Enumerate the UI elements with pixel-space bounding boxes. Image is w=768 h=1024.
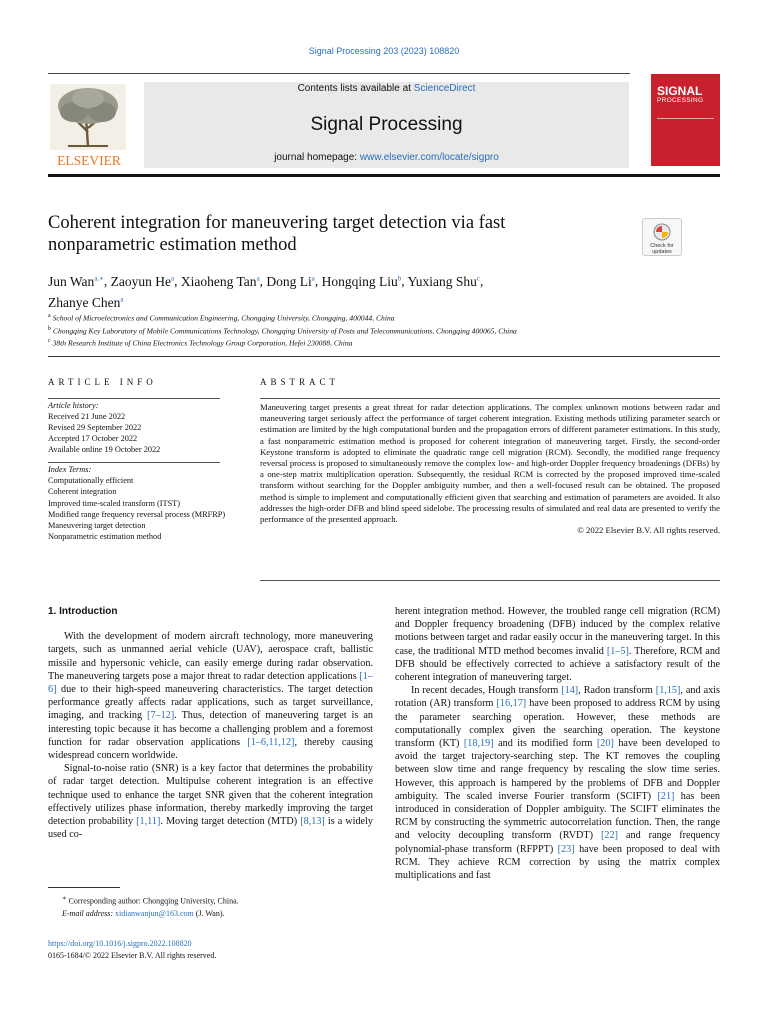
citation-link[interactable]: [1–6,11,12] bbox=[247, 736, 295, 748]
author[interactable]: Jun Wan$^{a,∗}$ bbox=[48, 273, 104, 289]
citation-link[interactable]: [8,13] bbox=[300, 816, 325, 828]
footnote-email-line: E-mail address: xidianwanjun@163.com (J. Wan). bbox=[62, 908, 225, 918]
header-rule bbox=[48, 73, 630, 74]
abstract-body bbox=[260, 402, 720, 536]
contents-line: Contents lists available at ScienceDirect bbox=[297, 83, 476, 94]
citation-link[interactable]: [23] bbox=[557, 843, 575, 855]
abstract-text: Maneuvering target presents a great threat for radar detection applications. The complex unknown motions between radar and maneuvering target seriously affect the performance of target coherent integration. Existing methods utilizing parameter search or estimation are limited by the high computational burden and the propagation errors of different parameter estimations. In this study, a fast nonparametric estimation method is proposed for coherent integration of maneuvering target. Firstly, the second-order Keystone transform is adopted to eliminate the quadratic range cell migration (RCM). Secondly, the modified range frequency reversal process is proposed to simultaneously remove the complex low- and high-order Doppler frequency broadenings (DFBs) by a one-step matrix multiplication operation. Subsequently, the residual RCM is corrected by the proposed improved time-scaled transform without searching for the Doppler ambiguity number, and then a well-focused result can be obtained. The proposed method is simple to implement and computationally efficient given that searching and estimation of parameters are avoided. It also addresses the high-order DFB and blind speed sidelobe. The processing results of simulated and real data are presented to verify the performance of the presented approach. bbox=[260, 402, 720, 525]
abstract-rule bbox=[260, 398, 720, 399]
keyword: Coherent integration bbox=[48, 487, 117, 497]
journal-citation[interactable]: Signal Processing 203 (2023) 108820 bbox=[308, 46, 460, 56]
paragraph: herent integration method. However, the troubled range cell migration (RCM) and Doppler frequency broadening (DFB) induced by the complex relative motions between target and radar easily occur in the maneuvering target. In this case, the traditional MTD method becomes invalid [1–5]. Therefore, RCM and DFB should be effectively corrected to achieve a satisfactory result of the coherent integration of maneuvering target. bbox=[395, 606, 721, 684]
history-entry: Accepted 17 October 2022 bbox=[48, 434, 138, 443]
header-thick-rule bbox=[48, 174, 720, 177]
keyword: Maneuvering target detection bbox=[48, 521, 146, 531]
keyword: Computationally efficient bbox=[48, 476, 134, 486]
article-info-heading: ARTICLE INFO bbox=[48, 377, 157, 387]
corresponding-author-footnote bbox=[48, 893, 373, 920]
badge-label-2: updates bbox=[652, 249, 672, 255]
section-heading: 1. Introduction bbox=[48, 606, 118, 617]
affiliation: $^a$ School of Microelectronics and Communication Engineering, Chongqing University, Chongqing, 400044, China bbox=[48, 313, 395, 323]
check-for-updates-badge[interactable] bbox=[642, 218, 682, 256]
footnote-rule bbox=[48, 887, 120, 888]
keyword: Improved time-scaled transform (ITST) bbox=[48, 498, 181, 508]
body-column-right bbox=[395, 605, 720, 882]
citation-link[interactable]: [16,17] bbox=[496, 698, 527, 710]
affiliation: $^b$ Chongqing Key Laboratory of Mobile Communications Technology, Chongqing University of Posts and Telecommunications, Chongqing 400065, China bbox=[48, 325, 517, 336]
citation-link[interactable]: [14] bbox=[561, 685, 579, 697]
doi-block bbox=[48, 938, 216, 962]
author[interactable]: Hongqing Liu$^b$ bbox=[321, 273, 402, 289]
keyword: Nonparametric estimation method bbox=[48, 532, 162, 542]
paragraph: Signal-to-noise ratio (SNR) is a key factor that determines the probability of radar target detection. Multipulse coherent integration is an effective technique used to enhance the target SNR given that the coherent integration effectively utilizes phase information, thereby markedly improving the target detection probability [1,11]. Moving target detection (MTD) [8,13] is a widely used co- bbox=[48, 763, 374, 841]
paragraph: With the development of modern aircraft technology, more maneuvering targets, such as unmanned aerial vehicle (UAV), aerospace craft, ballistic missile and hypersonic vehicle, can easily emerge during radar observation. The maneuvering targets pose a major threat to radar detection applications [1–6] due to their high-speed maneuvering characteristics. The target detection performance greatly affects radar applications, such as target surveillance, imaging, and tracking [7–12]. Thus, detection of maneuvering target is an interesting topic because it has become a challenging problem and a foremost function for radar observation applications [1–6,11,12], thereby causing widespread concern worldwide. bbox=[48, 631, 373, 762]
citation-link[interactable]: [1,15] bbox=[655, 685, 681, 697]
doi-link[interactable]: https://doi.org/10.1016/j.sigpro.2022.108820 bbox=[48, 939, 192, 948]
history-entry: Received 21 June 2022 bbox=[48, 412, 126, 421]
citation-link[interactable]: [20] bbox=[596, 738, 614, 750]
author[interactable]: Zhanye Chen$^a$ bbox=[48, 295, 124, 310]
history-entry: Revised 29 September 2022 bbox=[48, 423, 142, 432]
info-rule bbox=[48, 462, 220, 463]
footnote-line: ∗ Corresponding author: Chongqing University, China. bbox=[62, 895, 239, 906]
journal-name: Signal Processing bbox=[310, 114, 463, 135]
cover-title: SIGNAL bbox=[657, 84, 703, 98]
sciencedirect-link[interactable]: ScienceDirect bbox=[413, 83, 476, 94]
issn-line: 0165-1684/© 2022 Elsevier B.V. All rights reserved. bbox=[48, 951, 217, 960]
citation-link[interactable]: [18,19] bbox=[463, 738, 494, 750]
citation-link[interactable]: [1,11] bbox=[136, 816, 161, 828]
journal-homepage-link[interactable]: www.elsevier.com/locate/sigpro bbox=[359, 152, 499, 163]
info-rule bbox=[48, 398, 220, 399]
citation-link[interactable]: [7–12] bbox=[147, 710, 175, 722]
history-label: Article history: bbox=[48, 401, 99, 410]
elsevier-logo[interactable] bbox=[48, 82, 130, 168]
citation-link[interactable]: [21] bbox=[657, 790, 675, 802]
check-updates-icon bbox=[643, 219, 681, 255]
homepage-line: journal homepage: www.elsevier.com/locate/sigpro bbox=[274, 152, 499, 163]
citation-link[interactable]: [1–5] bbox=[606, 645, 629, 657]
affiliations bbox=[48, 311, 688, 349]
author[interactable]: Zaoyun He$^a$ bbox=[110, 273, 175, 289]
citation-link[interactable]: [1–6] bbox=[48, 670, 373, 696]
abstract-rule bbox=[260, 580, 720, 581]
keywords-label: Index Terms: bbox=[48, 465, 92, 474]
journal-cover-thumbnail[interactable] bbox=[651, 74, 720, 166]
history-entry: Available online 19 October 2022 bbox=[48, 445, 161, 454]
badge-label-1: Check for bbox=[650, 243, 674, 249]
elsevier-tree-icon bbox=[48, 82, 130, 168]
citation-link[interactable]: [22] bbox=[601, 830, 618, 842]
author-list: Jun Wan$^{a,∗}$, Zaoyun He$^a$, Xiaoheng Tan$^a$, Dong Li$^a$, Hongqing Liu$^b$, Yuxiang Shu$^c$, Zhanye Chen$^a$ bbox=[48, 273, 484, 310]
publisher-name: ELSEVIER bbox=[57, 153, 121, 168]
abstract-heading: ABSTRACT bbox=[260, 377, 340, 387]
author[interactable]: Yuxiang Shu$^c$ bbox=[407, 273, 481, 289]
keywords bbox=[48, 464, 228, 542]
abstract-copyright: © 2022 Elsevier B.V. All rights reserved. bbox=[577, 525, 720, 536]
cover-subtitle: PROCESSING bbox=[657, 97, 704, 104]
cover-divider bbox=[657, 118, 714, 119]
author[interactable]: Xiaoheng Tan$^a$ bbox=[180, 273, 260, 289]
affiliation: $^c$ 38th Research Institute of China Electronics Technology Group Corporation, Hefei 230088, China bbox=[48, 338, 353, 348]
author[interactable]: Dong Li$^a$ bbox=[266, 273, 315, 289]
title-block-rule bbox=[48, 356, 720, 357]
body-column-left bbox=[48, 605, 373, 841]
journal-banner bbox=[144, 82, 629, 168]
author-email-link[interactable]: xidianwanjun@163.com bbox=[115, 908, 194, 918]
paragraph: In recent decades, Hough transform [14], Radon transform [1,15], and axis rotation (AR) transform [16,17] have been proposed to address RCM by using the parameter searching operation. However, these methods are computationally complex given the searching operation. The keystone transform (KT) [18,19] and its modified form [20] have been developed to avoid the target trajectory-searching step. The KT removes the coupling between slow time and range frequency by rescaling the slow time series. However, this approach is hampered by the problems of DFB and Doppler ambiguity. The scaled inverse Fourier transform (SCIFT) [21] has been introduced in consideration of Doppler ambiguity. The SCIFT eliminates the RCM by constructing the symmetric autocorrelation function. Then, the range and velocity decoupling transform (RVDT) [22] and range frequency polynomial-phase transform (RFPPT) [23] have been proposed to deal with RCM. They achieve RCM correction by using the matrix complex multiplications and fast bbox=[395, 685, 720, 882]
article-title: Coherent integration for maneuvering target detection via fast nonparametric estimation method bbox=[48, 213, 506, 255]
keyword: Modified range frequency reversal process (MRFRP) bbox=[48, 509, 226, 519]
article-history bbox=[48, 400, 228, 455]
